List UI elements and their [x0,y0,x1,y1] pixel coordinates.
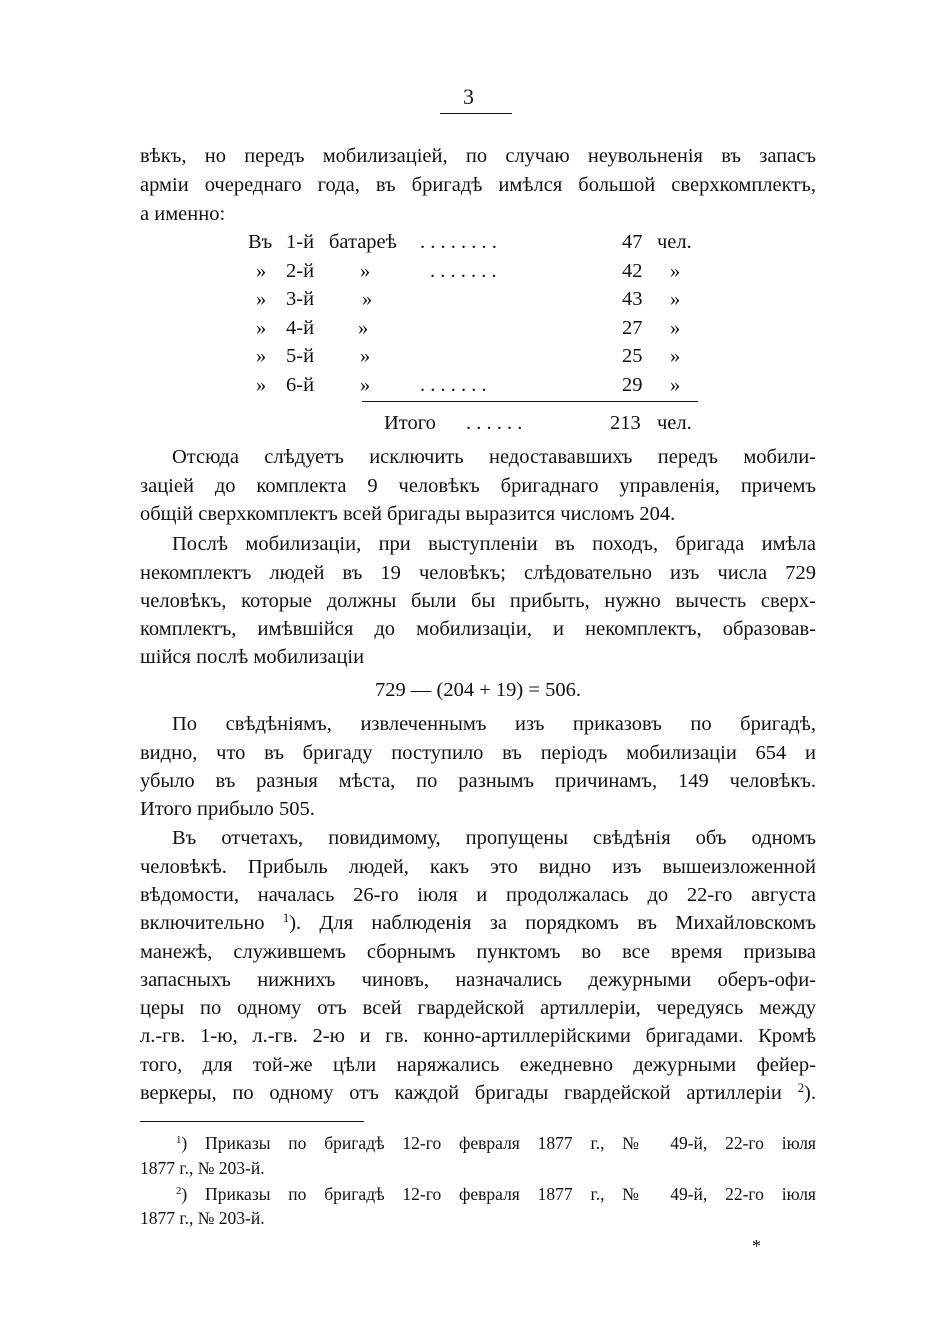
para5-line2: человѣкѣ. Прибыль людей, какъ это видно изъ вышеизложенной [140,856,816,878]
para4-line2: видно, что въ бригаду поступило въ періодъ мобилизаціи 654 и [140,742,816,764]
para1-line2: арміи очереднаго года, въ бригадѣ имѣлся большой сверхкомплектъ, [140,174,816,196]
row-suffix: чел. [657,231,692,253]
row-suffix: » [670,317,681,339]
table-total-rule [362,401,698,402]
row-suffix: » [670,374,681,396]
footnote-rule [140,1121,364,1122]
footnote-ref-1: 1 [282,911,290,926]
row-unit: » [362,288,373,310]
footnote-1-line2: 1877 г., № 203-й. [140,1158,265,1178]
para3-line3: человѣкъ, которые должны были бы прибыть, нужно вычесть сверх- [140,590,816,612]
para4-line3: убыло въ разныя мѣста, по разнымъ причинамъ, 149 человѣкъ. [140,770,816,792]
row-prefix: Въ [248,231,273,253]
para5-line4 [140,909,816,938]
para5-line8: л.-гв. 1-ю, л.-гв. 2-ю и гв. конно-артиллерійскими бригадами. Кромѣ [140,1025,816,1047]
para5-line9: того, для той-же цѣли наряжались ежедневно дежурными фейер- [140,1054,816,1076]
para5-line1: Въ отчетахъ, повидимому, пропущены свѣдѣнія объ одномъ [172,827,816,849]
formula: 729 — (204 + 19) = 506. [375,679,581,701]
total-dots: . . . . . . [466,412,523,434]
total-value: 213 [610,412,641,434]
row-prefix: » [256,374,267,396]
para2-line3: общій сверхкомплектъ всей бригады выразится числомъ 204. [140,503,676,525]
para4-line1: По свѣдѣніямъ, извлеченнымъ изъ приказовъ по бригадѣ, [172,713,816,735]
row-unit: » [360,374,371,396]
row-dots: . . . . . . . [420,374,487,396]
para3-line1: Послѣ мобилизаціи, при выступленіи въ походъ, бригада имѣла [172,533,816,555]
row-ordinal: 5-й [286,345,315,367]
line4-start: включительно [140,912,283,934]
para5-line3: вѣдомости, началась 26-го іюля и продолжалась до 22-го августа [140,884,816,906]
row-value: 42 [622,260,643,282]
para4-line4: Итого прибыло 505. [140,798,315,820]
row-unit: » [360,345,371,367]
line4-end: ). Для наблюденія за порядкомъ въ Михайловскомъ [289,912,816,934]
para1-line3: а именно: [140,203,226,225]
page-number: 3 [463,84,474,109]
para3-line5: шійся послѣ мобилизаціи [140,646,365,668]
footnote-1-text: ) Приказы по бригадѣ 12-го февраля 1877 г., № 49-й, 22-го іюля [181,1133,816,1153]
footnote-ref-2: 2 [797,1081,805,1096]
footnote-2-text: ) Приказы по бригадѣ 12-го февраля 1877 г., № 49-й, 22-го іюля [181,1184,816,1204]
row-prefix: » [256,260,267,282]
total-label: Итого [384,412,436,434]
row-suffix: » [670,345,681,367]
para1-line1: вѣкъ, но передъ мобилизаціей, по случаю неувольненія въ запасъ [140,145,816,167]
row-ordinal: 4-й [286,317,315,339]
row-prefix: » [256,345,267,367]
footnote-2-line2: 1877 г., № 203-й. [140,1208,265,1228]
row-ordinal: 1-й [286,231,315,253]
row-dots: . . . . . . . . [420,231,497,253]
row-prefix: » [256,317,267,339]
para5-line7: церы по одному отъ всей гвардейской артиллеріи, чередуясь между [140,997,816,1019]
total-suffix: чел. [657,412,692,434]
footnote-1-line1 [176,1131,816,1155]
row-value: 27 [622,317,643,339]
row-value: 47 [622,231,643,253]
row-value: 43 [622,288,643,310]
last-line-end: ). [804,1082,816,1104]
signature-mark: * [752,1236,761,1256]
row-unit: батареѣ [329,231,397,253]
last-line-start: веркеры, по одному отъ каждой бригады гвардейской артиллеріи [140,1082,798,1104]
row-suffix: » [670,288,681,310]
footnote-1-mark: 1 [176,1134,182,1147]
row-ordinal: 2-й [286,260,315,282]
para5-line10 [140,1079,816,1108]
para3-line4: комплектъ, имѣвшійся до мобилизаціи, и некомплектъ, образовав- [140,618,816,640]
row-prefix: » [256,288,267,310]
para2-line2: заціей до комплекта 9 человѣкъ бригаднаго управленія, причемъ [140,475,816,497]
row-suffix: » [670,260,681,282]
row-unit: » [360,260,371,282]
para5-line5: манежѣ, служившемъ сборнымъ пунктомъ во все время призыва [140,941,816,963]
page-number-rule [440,113,512,114]
para3-line2: некомплектъ людей въ 19 человѣкъ; слѣдовательно изъ числа 729 [140,562,816,584]
footnote-2-mark: 2 [176,1185,182,1198]
footnote-2-line1 [176,1182,816,1206]
row-ordinal: 6-й [286,374,315,396]
para5-line6: запасныхъ нижнихъ чиновъ, назначались дежурными оберъ-офи- [140,969,816,991]
row-unit: » [358,317,369,339]
row-dots: . . . . . . . [430,260,497,282]
para2-line1: Отсюда слѣдуетъ исключить недостававшихъ передъ мобили- [172,446,816,468]
row-value: 25 [622,345,643,367]
row-ordinal: 3-й [286,288,315,310]
row-value: 29 [622,374,643,396]
